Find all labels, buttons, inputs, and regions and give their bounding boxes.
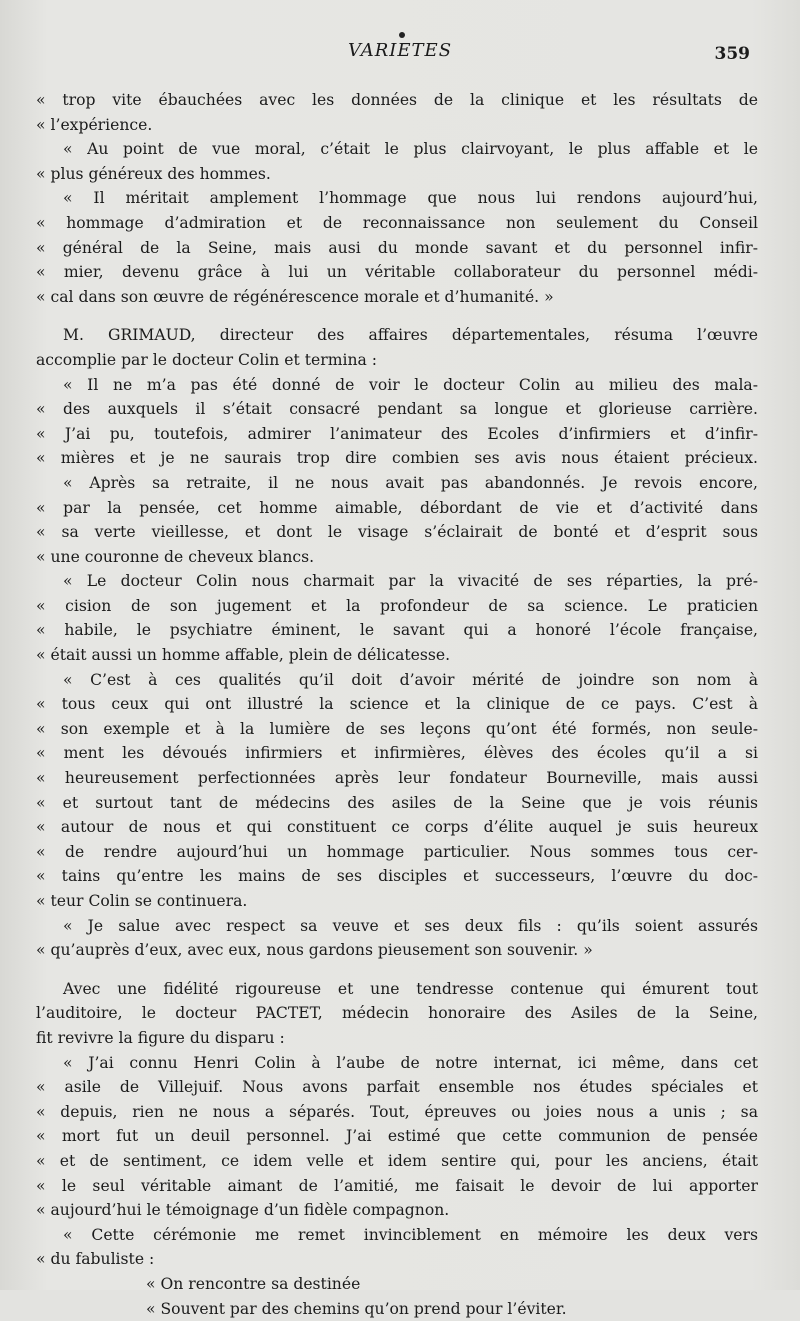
text-line: « asile de Villejuif. Nous avons parfait ensemble nos études spéciales et	[36, 1075, 758, 1100]
text-line: « Cette cérémonie me remet invinciblement en mémoire les deux vers	[36, 1223, 758, 1248]
text-line: « sa verte vieillesse, et dont le visage s’éclairait de bonté et d’esprit sous	[36, 520, 758, 545]
text-line: M. GRIMAUD, directeur des affaires départementales, résuma l’œuvre	[36, 323, 758, 348]
text-line: « était aussi un homme affable, plein de délicatesse.	[36, 643, 758, 668]
text-line: « mières et je ne saurais trop dire combien ses avis nous étaient précieux.	[36, 446, 758, 471]
paragraph-gap	[36, 309, 758, 323]
text-line: « hommage d’admiration et de reconnaissance non seulement du Conseil	[36, 211, 758, 236]
text-line: « par la pensée, cet homme aimable, débordant de vie et d’activité dans	[36, 496, 758, 521]
text-line: l’auditoire, le docteur PACTET, médecin honoraire des Asiles de la Seine,	[36, 1001, 758, 1026]
text-line: « Il ne m’a pas été donné de voir le docteur Colin au milieu des mala-	[36, 373, 758, 398]
text-line: « C’est à ces qualités qu’il doit d’avoir mérité de joindre son nom à	[36, 668, 758, 693]
text-line: « tous ceux qui ont illustré la science et la clinique de ce pays. C’est à	[36, 692, 758, 717]
text-line: « trop vite ébauchées avec les données de la clinique et les résultats de	[36, 88, 758, 113]
text-line: « cision de son jugement et la profondeur de sa science. Le praticien	[36, 594, 758, 619]
text-line: « son exemple et à la lumière de ses leçons qu’ont été formés, non seule-	[36, 717, 758, 742]
text-line: « On rencontre sa destinée	[36, 1272, 758, 1297]
text-line: « tains qu’entre les mains de ses disciples et successeurs, l’œuvre du doc-	[36, 864, 758, 889]
text-line: « général de la Seine, mais ausi du monde savant et du personnel infir-	[36, 236, 758, 261]
text-line: « aujourd’hui le témoignage d’un fidèle compagnon.	[36, 1198, 758, 1223]
text-line: « du fabuliste :	[36, 1247, 758, 1272]
text-line: « cal dans son œuvre de régénérescence morale et d’humanité. »	[36, 285, 758, 310]
text-line: « J’ai pu, toutefois, admirer l’animateur des Ecoles d’infirmiers et d’infir-	[36, 422, 758, 447]
text-line: « autour de nous et qui constituent ce corps d’élite auquel je suis heureux	[36, 815, 758, 840]
text-line: « heureusement perfectionnées après leur fondateur Bourneville, mais aussi	[36, 766, 758, 791]
text-line: « qu’auprès d’eux, avec eux, nous gardons pieusement son souvenir. »	[36, 938, 758, 963]
text-line: « Après sa retraite, il ne nous avait pas abandonnés. Je revois encore,	[36, 471, 758, 496]
text-line: « des auxquels il s’était consacré pendant sa longue et glorieuse carrière.	[36, 397, 758, 422]
text-line: « et de sentiment, ce idem velle et idem sentire qui, pour les anciens, était	[36, 1149, 758, 1174]
header-dot	[399, 32, 405, 38]
text-line: « Je salue avec respect sa veuve et ses deux fils : qu’ils soient assurés	[36, 914, 758, 939]
text-line: « ment les dévoués infirmiers et infirmières, élèves des écoles qu’il a si	[36, 741, 758, 766]
text-line: « et surtout tant de médecins des asiles de la Seine que je vois réunis	[36, 791, 758, 816]
text-line: « une couronne de cheveux blancs.	[36, 545, 758, 570]
page-number: 359	[715, 44, 751, 64]
text-line: « Le docteur Colin nous charmait par la vivacité de ses réparties, la pré-	[36, 569, 758, 594]
text-line: « Souvent par des chemins qu’on prend pour l’éviter.	[36, 1297, 758, 1321]
page-body	[36, 88, 758, 1321]
text-line: « l’expérience.	[36, 113, 758, 138]
paragraph-gap	[36, 963, 758, 977]
text-line: accomplie par le docteur Colin et termina :	[36, 348, 758, 373]
text-line: « mier, devenu grâce à lui un véritable collaborateur du personnel médi-	[36, 260, 758, 285]
text-line: « Il méritait amplement l’hommage que nous lui rendons aujourd’hui,	[36, 186, 758, 211]
text-line: « mort fut un deuil personnel. J’ai estimé que cette communion de pensée	[36, 1124, 758, 1149]
text-line: « plus généreux des hommes.	[36, 162, 758, 187]
text-line: fit revivre la figure du disparu :	[36, 1026, 758, 1051]
text-line: « habile, le psychiatre éminent, le savant qui a honoré l’école française,	[36, 618, 758, 643]
running-title: VARIETES	[0, 40, 800, 61]
text-line: « le seul véritable aimant de l’amitié, me faisait le devoir de lui apporter	[36, 1174, 758, 1199]
text-line: « teur Colin se continuera.	[36, 889, 758, 914]
text-line: « depuis, rien ne nous a séparés. Tout, épreuves ou joies nous a unis ; sa	[36, 1100, 758, 1125]
text-line: « Au point de vue moral, c’était le plus clairvoyant, le plus affable et le	[36, 137, 758, 162]
text-line: « J’ai connu Henri Colin à l’aube de notre internat, ici même, dans cet	[36, 1051, 758, 1076]
text-line: Avec une fidélité rigoureuse et une tendresse contenue qui émurent tout	[36, 977, 758, 1002]
text-line: « de rendre aujourd’hui un hommage particulier. Nous sommes tous cer-	[36, 840, 758, 865]
